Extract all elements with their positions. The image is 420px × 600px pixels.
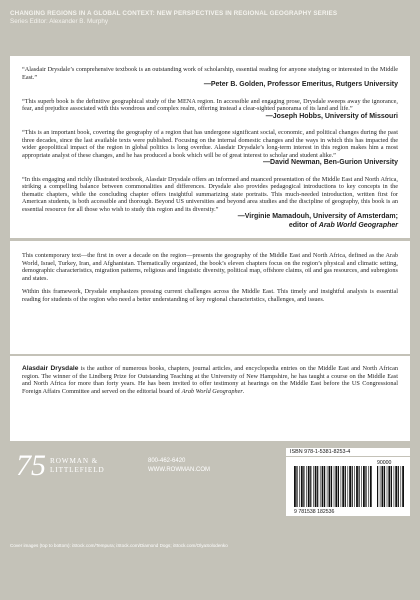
- praise-attribution: —David Newman, Ben-Gurion University: [263, 159, 398, 166]
- publisher-name-line2: LITTLEFIELD: [50, 465, 105, 474]
- barcode-bar: [395, 466, 397, 507]
- publisher-logo: [16, 449, 136, 482]
- praise-attribution: [22, 213, 398, 230]
- barcode-bar: [327, 466, 328, 507]
- barcode-bar: [306, 466, 307, 507]
- barcode-bar: [320, 466, 321, 507]
- website-link[interactable]: WWW.ROWMAN.COM: [148, 466, 210, 473]
- barcode-bar: [322, 466, 324, 507]
- praise-quote: “In this engaging and richly illustrated textbook, Alasdair Drysdale offers an informed and nuanced presentation of the Middle East and North Africa, striking a compelling balance between commonalities and differences. Drysdale also provides pedagogical introductions to key concepts in the thematic chapters, while the concluding chapter offers insightful summarizing state portraits. This much-needed introduction, written first for American students, is both accessible and thorough. Beyond US universities and beyond area studies and the discipline of geography, this book is an essential resource for all those who wish to study this region and its diversity.”: [22, 175, 398, 213]
- barcode-bar: [299, 466, 300, 507]
- barcode-bar: [313, 466, 314, 507]
- barcode-bar: [324, 466, 325, 507]
- barcode-bar: [296, 466, 297, 507]
- series-header: [10, 10, 410, 26]
- barcode-bar: [301, 466, 303, 507]
- bio-journal: Arab World Geographer: [181, 387, 243, 395]
- price-code: 90000: [377, 460, 392, 466]
- description-panel: [10, 241, 410, 354]
- barcode-bar: [303, 466, 304, 507]
- attribution-name: —Virginie Mamadouh, University of Amsterdam;: [237, 213, 398, 220]
- barcode-bar: [341, 466, 342, 507]
- bio-text: is the author of numerous books, chapters, journal articles, and encyclopedia entries on the Middle East and North African region. The winner of the Lindberg Prize for Outstanding Teaching at the University of New Hampshire, he has taught a course on the Middle East and North Africa for more than forty years. He has been invited to offer testimony at hearings on the Middle East before the US Congressional Foreign Affairs Committee and served on the editorial board of: [22, 365, 399, 395]
- description-paragraph: This contemporary text—the first in over a decade on the region—presents the geography of the Middle East and North Africa, defined as the Arab World, Israel, Turkey, Iran, and Afghanistan. Thematically organized, the book’s eleven chapters focus on the region’s physical and climatic setting, demographic characteristics, migration patterns, religious and linguistic diversity, political map, offshore claims, oil and gas resources, and subregions and states.: [22, 252, 398, 282]
- barcode-bar: [349, 466, 351, 507]
- barcode-bar: [401, 466, 402, 507]
- publisher-name: [50, 457, 105, 474]
- barcode-bar: [368, 466, 369, 507]
- publisher-name-line1: ROWMAN &: [50, 457, 99, 465]
- barcode-bar: [331, 466, 332, 507]
- barcode-bar: [348, 466, 349, 507]
- barcode-bar: [384, 466, 385, 507]
- praise-panel: [10, 56, 410, 238]
- journal-title: Arab World Geographer: [318, 221, 398, 229]
- barcode-bar: [356, 466, 358, 507]
- author-name: Alasdair Drysdale: [22, 365, 79, 372]
- author-bio: [22, 365, 398, 395]
- bio-end: .: [242, 387, 245, 395]
- barcode-bar: [334, 466, 335, 507]
- barcode-bar: [335, 466, 337, 507]
- barcode-bar: [370, 466, 372, 507]
- anniversary-mark: 75: [16, 449, 46, 482]
- barcode: [286, 457, 410, 516]
- barcode-bar: [317, 466, 318, 507]
- barcode-bar: [377, 466, 378, 507]
- praise-quote: “This superb book is the definitive geographical study of the MENA region. In accessible and engaging prose, Drysdale sweeps away the ignorance, fear, and prejudice associated with this wondrous and complex realm, offering instead a clear-sighted panorama of its land and life.”: [22, 97, 398, 112]
- praise-attribution: —Joseph Hobbs, University of Missouri: [265, 112, 398, 120]
- barcode-bar: [345, 466, 346, 507]
- barcode-bar: [363, 466, 365, 507]
- praise-quote: “Alasdair Drysdale’s comprehensive textbook is an outstanding work of scholarship, essential reading for anyone studying or interested in the Middle East.”: [22, 66, 398, 81]
- barcode-bar: [338, 466, 339, 507]
- barcode-bar: [361, 466, 362, 507]
- barcode-bar: [308, 466, 310, 507]
- barcode-bar: [365, 466, 366, 507]
- attribution-role: editor of: [288, 221, 319, 229]
- barcode-bar: [342, 466, 344, 507]
- praise-quote: “This is an important book, covering the geography of a region that has undergone significant social, economic, and political changes during the past three decades, since the last available texts were published. Focusing on the internal domestic changes and the ways in which this has impacted the wider geopolitical impact of the region in global politics is long overdue. Alasdair Drysdale’s long-term interest in this region makes him a most appropriate analyst of these changes, and he has produced a book which will be of great interest to scholar and student alike.”: [22, 129, 398, 159]
- ean-digits: 9 781538 182536: [294, 509, 335, 515]
- barcode-bar: [382, 466, 384, 507]
- isbn-label: ISBN 978-1-5381-8253-4: [286, 448, 410, 456]
- barcode-bar: [354, 466, 355, 507]
- description-paragraph: Within this framework, Drysdale emphasizes pressing current challenges across the Middle East. This timely and insightful analysis is essential reading for students of the region who need a better understanding of key regional characteristics, challenges, and issues.: [22, 288, 398, 303]
- praise-attribution: —Peter B. Golden, Professor Emeritus, Rutgers University: [203, 81, 398, 88]
- barcode-bar: [387, 466, 388, 507]
- barcode-bar: [294, 466, 296, 507]
- barcode-bar: [402, 466, 404, 507]
- publisher-contact: [148, 457, 210, 474]
- barcode-bar: [394, 466, 395, 507]
- series-editor: Series Editor: Alexander B. Murphy: [10, 18, 108, 25]
- barcode-bar: [398, 466, 399, 507]
- barcode-bar: [310, 466, 311, 507]
- phone-number: 800-462-6420: [148, 458, 186, 464]
- cover-image-credits: Cover images (top to bottom): iStock.com/Tempura; iStock.com/Diamond Dogs; iStock.com/OlyaSolodenko: [10, 543, 228, 548]
- barcode-bar: [388, 466, 390, 507]
- barcode-bar: [315, 466, 317, 507]
- author-bio-panel: [10, 356, 410, 441]
- barcode-bar: [380, 466, 381, 507]
- barcode-bar: [329, 466, 331, 507]
- series-title: CHANGING REGIONS IN A GLOBAL CONTEXT: NEW PERSPECTIVES IN REGIONAL GEOGRAPHY SERIES: [10, 10, 338, 17]
- barcode-bar: [352, 466, 353, 507]
- barcode-bar: [391, 466, 392, 507]
- barcode-bar: [359, 466, 360, 507]
- barcode-icon: [286, 457, 410, 516]
